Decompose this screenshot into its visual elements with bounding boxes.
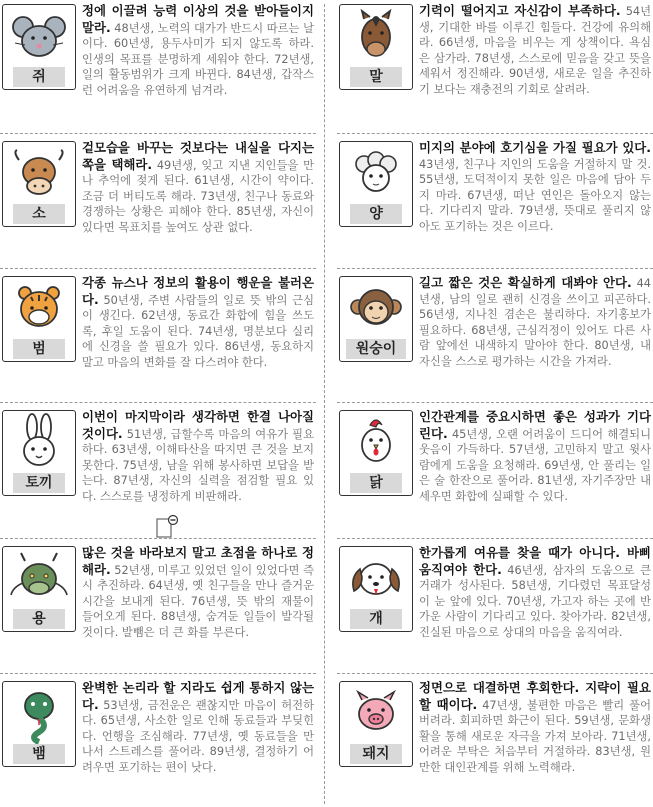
zodiac-label: 쥐 <box>13 67 65 87</box>
zodiac-badge <box>2 681 76 767</box>
fortune-headline: 많은 것을 바라보지 말고 초점을 하나로 정해라. <box>82 545 314 577</box>
fortune-body: 44년생, 남의 일로 괜히 신경을 쓰이고 피곤하다. 56년생, 지나친 겸손은 불리하다. 자기홍보가 필요하다. 68년생, 근심걱정이 있어도 다른 사람 앞에선 내색하지 말아야 한다. 80년생, 내 자신을 스스로 평가하는 시간을 가져라. <box>419 277 651 368</box>
fortune-body: 47년생, 불편한 마음은 빨리 풀어버려라. 회피하면 화근이 된다. 59년생, 문화생활을 통해 새로운 자극을 가져 보아라. 71년생, 어려운 부탁은 처음부터 거절하라. 83년생, 원만한 대인관계를 위해 노력해라. <box>419 698 651 774</box>
fortune-entry-horse <box>337 0 653 129</box>
zodiac-badge <box>339 4 413 90</box>
fortune-headline: 인간관계를 중요시하면 좋은 성과가 기다린다. <box>419 409 651 441</box>
row-separator <box>337 402 653 403</box>
zodiac-label: 원숭이 <box>346 339 406 359</box>
fortune-entry-pig <box>337 677 653 806</box>
fortune-entry-tiger <box>0 272 316 401</box>
row-separator <box>337 268 653 269</box>
zodiac-badge <box>2 546 76 632</box>
fortune-entry-ox <box>0 137 316 266</box>
zodiac-label: 소 <box>13 204 65 224</box>
zodiac-label: 말 <box>350 67 402 87</box>
zodiac-label: 뱀 <box>13 744 65 764</box>
row-separator <box>0 673 316 674</box>
zodiac-badge <box>339 276 413 362</box>
fortune-body: 48년생, 노력의 대가가 반드시 따르는 날이다. 60년생, 용두사미가 되지 않도록 하라. 인생의 목표를 분명하게 세워야 한다. 72년생, 일의 활동범위가 크게 바뀐다. 84년생, 갑작스런 어려움을 유연하게 넘겨라. <box>82 21 314 97</box>
zodiac-label: 용 <box>13 609 65 629</box>
fortune-body: 50년생, 주변 사람들의 일로 뜻 밖의 근심이 생긴다. 62년생, 동료간 화합에 힘을 쓰도록, 후일 도움이 된다. 74년생, 명분보다 실리에 신경을 쓸 필요가 있다. 86년생, 동요하지 말고 마음의 변화를 잘 다스려야 한다. <box>82 293 314 369</box>
fortune-entry-monkey <box>337 272 653 401</box>
row-separator <box>0 268 316 269</box>
fortune-headline: 미지의 분야에 호기심을 가질 필요가 있다. <box>419 140 651 155</box>
zodiac-badge <box>339 681 413 767</box>
fortune-body: 53년생, 금전운은 괜찮지만 마음이 허전하다. 65년생, 사소한 일로 인해 동료들과 부딪힌다. 언행을 조심해라. 77년생, 옛 동료들을 만나서 스트레스를 풀어라. 89년생, 결정하기 어려우면 포기하는 편이 낫다. <box>82 698 314 774</box>
zodiac-badge <box>339 410 413 496</box>
zodiac-badge <box>2 276 76 362</box>
row-separator <box>337 538 653 539</box>
zodiac-badge <box>339 141 413 227</box>
fortune-headline: 정에 이끌려 능력 이상의 것을 받아들이지 말라. <box>82 3 314 35</box>
fortune-entry-dragon <box>0 542 316 671</box>
zodiac-label: 돼지 <box>350 744 402 764</box>
zodiac-badge <box>2 4 76 90</box>
fortune-headline: 각종 뉴스나 정보의 활용이 행운을 불러온다. <box>82 275 314 307</box>
fortune-body: 46년생, 삼자의 도움으로 큰 거래가 성사된다. 58년생, 기다렸던 목표달성이 눈 앞에 있다. 70년생, 가고자 하는 곳에 반가운 사람이 기다리고 있다. 찾아가라. 82년생, 진실된 마음으로 상대의 마음을 움직여라. <box>419 563 651 639</box>
row-separator <box>0 402 316 403</box>
fortune-body: 43년생, 친구나 지인의 도움을 거절하지 말 것. 55년생, 도덕적이지 못한 일은 마음에 담아 두지 마라. 67년생, 떠난 연인은 돌아오지 않는다. 기다리지 말라. 79년생, 뜻대로 풀리지 않아도 포기하는 것은 이르다. <box>419 157 651 233</box>
fortune-body: 49년생, 잊고 지낸 지인들을 만나 추억에 젖게 된다. 61년생, 시간이 약이다. 조금 더 버티도록 해라. 73년생, 친구나 동료와 경쟁하는 상황은 피해야 한다. 85년생, 자신이 있다면 목표치를 높여도 상관 없다. <box>82 158 314 234</box>
zodiac-badge <box>2 141 76 227</box>
fortune-body: 51년생, 급할수록 마음의 여유가 필요하다. 63년생, 이해타산을 따지면 큰 것을 보지 못한다. 75년생, 남을 위해 봉사하면 보답을 받는다. 87년생, 자신의 실력을 점검할 필요 있다. 스스로를 냉정하게 비판해라. <box>82 427 314 503</box>
fortune-entry-rooster <box>337 406 653 535</box>
row-separator <box>337 673 653 674</box>
left-column <box>0 0 316 807</box>
fortune-body: 45년생, 오랜 어려움이 드디어 해결되니 웃음이 가득하다. 57년생, 고민하지 말고 윗사람에게 도움을 요청해라. 69년생, 안 풀리는 일은 술 한잔으로 풀어라. 81년생, 자기주장만 내세우면 화합에 실패할 수 있다. <box>419 427 651 503</box>
zodiac-label: 개 <box>350 609 402 629</box>
fortune-entry-snake <box>0 677 316 806</box>
zodiac-badge <box>339 546 413 632</box>
zodiac-label: 닭 <box>350 473 402 493</box>
fortune-headline: 이번이 마지막이라 생각하면 한결 나아질 것이다. <box>82 409 314 441</box>
fortune-headline: 기력이 떨어지고 자신감이 부족하다. <box>419 3 621 18</box>
zodiac-label: 양 <box>350 204 402 224</box>
fortune-entry-dog <box>337 542 653 671</box>
column-divider <box>324 4 325 804</box>
mouse-cursor-icon <box>156 515 178 539</box>
zodiac-badge <box>2 410 76 496</box>
right-column <box>337 0 653 807</box>
zodiac-label: 범 <box>13 339 65 359</box>
fortune-headline: 길고 짧은 것은 확실하게 대봐야 안다. <box>419 275 632 290</box>
fortune-entry-rat <box>0 0 316 129</box>
fortune-headline: 겉모습을 바꾸는 것보다는 내실을 다지는 쪽을 택해라. <box>82 140 314 172</box>
zodiac-label: 토끼 <box>13 473 65 493</box>
fortune-entry-sheep <box>337 137 653 266</box>
fortune-body: 52년생, 미루고 있었던 일이 있었다면 즉시 추진하라. 64년생, 옛 친구들을 만나 즐거운 시간을 보내게 된다. 76년생, 뜻 밖의 재물이 들어오게 된다. 88년생, 숨겨둔 일들이 발각될 것이다. 발뺌은 더 큰 화를 부른다. <box>82 563 314 639</box>
fortune-headline: 한가롭게 여유를 찾을 때가 아니다. 바삐 움직여야 한다. <box>419 545 651 577</box>
fortune-headline: 정면으로 대결하면 후회한다. 지략이 필요할 때이다. <box>419 680 651 712</box>
fortune-headline: 완벽한 논리라 할 지라도 쉽게 통하지 않는다. <box>82 680 314 712</box>
row-separator <box>0 133 316 134</box>
fortune-body: 54년생, 기대한 바를 이루긴 힘들다. 건강에 유의해라. 66년생, 마음을 비우는 게 상책이다. 욕심은 삼가라. 78년생, 스스로에 믿음을 갖고 뜻을 세워서 정진해라. 90년생, 새로운 일을 추진하기 보다는 재충전의 기회로 살려라. <box>419 5 651 96</box>
row-separator <box>337 133 653 134</box>
